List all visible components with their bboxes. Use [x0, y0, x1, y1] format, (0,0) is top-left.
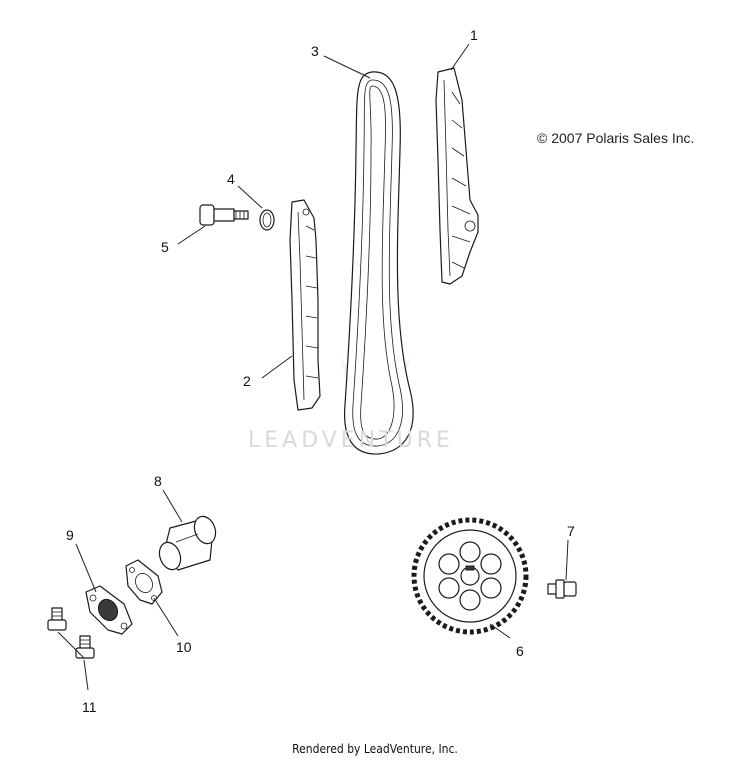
- part-7-sprocket-bolt[interactable]: [548, 580, 576, 598]
- part-2-tensioner-blade[interactable]: [290, 200, 320, 410]
- leader-line-5: [178, 226, 205, 244]
- callout-6: 6: [516, 643, 524, 659]
- part-3-timing-chain[interactable]: [345, 72, 414, 454]
- watermark-text: LEADVENTURE: [248, 428, 454, 453]
- part-9-cover-plate[interactable]: [86, 586, 132, 634]
- callout-3: 3: [311, 43, 319, 59]
- copyright-notice: © 2007 Polaris Sales Inc.: [537, 130, 695, 146]
- callout-2: 2: [243, 373, 251, 389]
- leader-line-3: [324, 56, 370, 78]
- render-credit-footer: Rendered by LeadVenture, Inc.: [292, 742, 458, 756]
- callout-5: 5: [161, 239, 169, 255]
- part-5-pivot-bolt[interactable]: [200, 205, 248, 225]
- part-11-bolt-upper[interactable]: [48, 608, 66, 630]
- callout-9: 9: [66, 527, 74, 543]
- callout-4: 4: [227, 171, 235, 187]
- leader-line-10: [154, 598, 178, 636]
- part-10-gasket[interactable]: [126, 560, 162, 604]
- leader-line-7: [566, 540, 568, 580]
- leader-line-4: [238, 186, 262, 208]
- part-1-chain-guide[interactable]: [436, 68, 478, 284]
- leader-line-9: [76, 544, 96, 592]
- part-8-tensioner-plunger[interactable]: [156, 513, 219, 572]
- callout-8: 8: [154, 473, 162, 489]
- leader-line-11-lower: [84, 660, 88, 690]
- leader-line-8: [163, 490, 182, 522]
- leader-line-1: [451, 44, 469, 70]
- callout-1: 1: [470, 27, 478, 43]
- callout-10: 10: [176, 639, 192, 655]
- callout-7: 7: [567, 523, 575, 539]
- leader-line-2: [262, 356, 292, 378]
- part-11-bolt-lower[interactable]: [76, 636, 94, 658]
- part-4-o-ring[interactable]: [260, 210, 274, 230]
- callout-11: 11: [82, 699, 97, 715]
- part-6-cam-sprocket[interactable]: [414, 520, 526, 632]
